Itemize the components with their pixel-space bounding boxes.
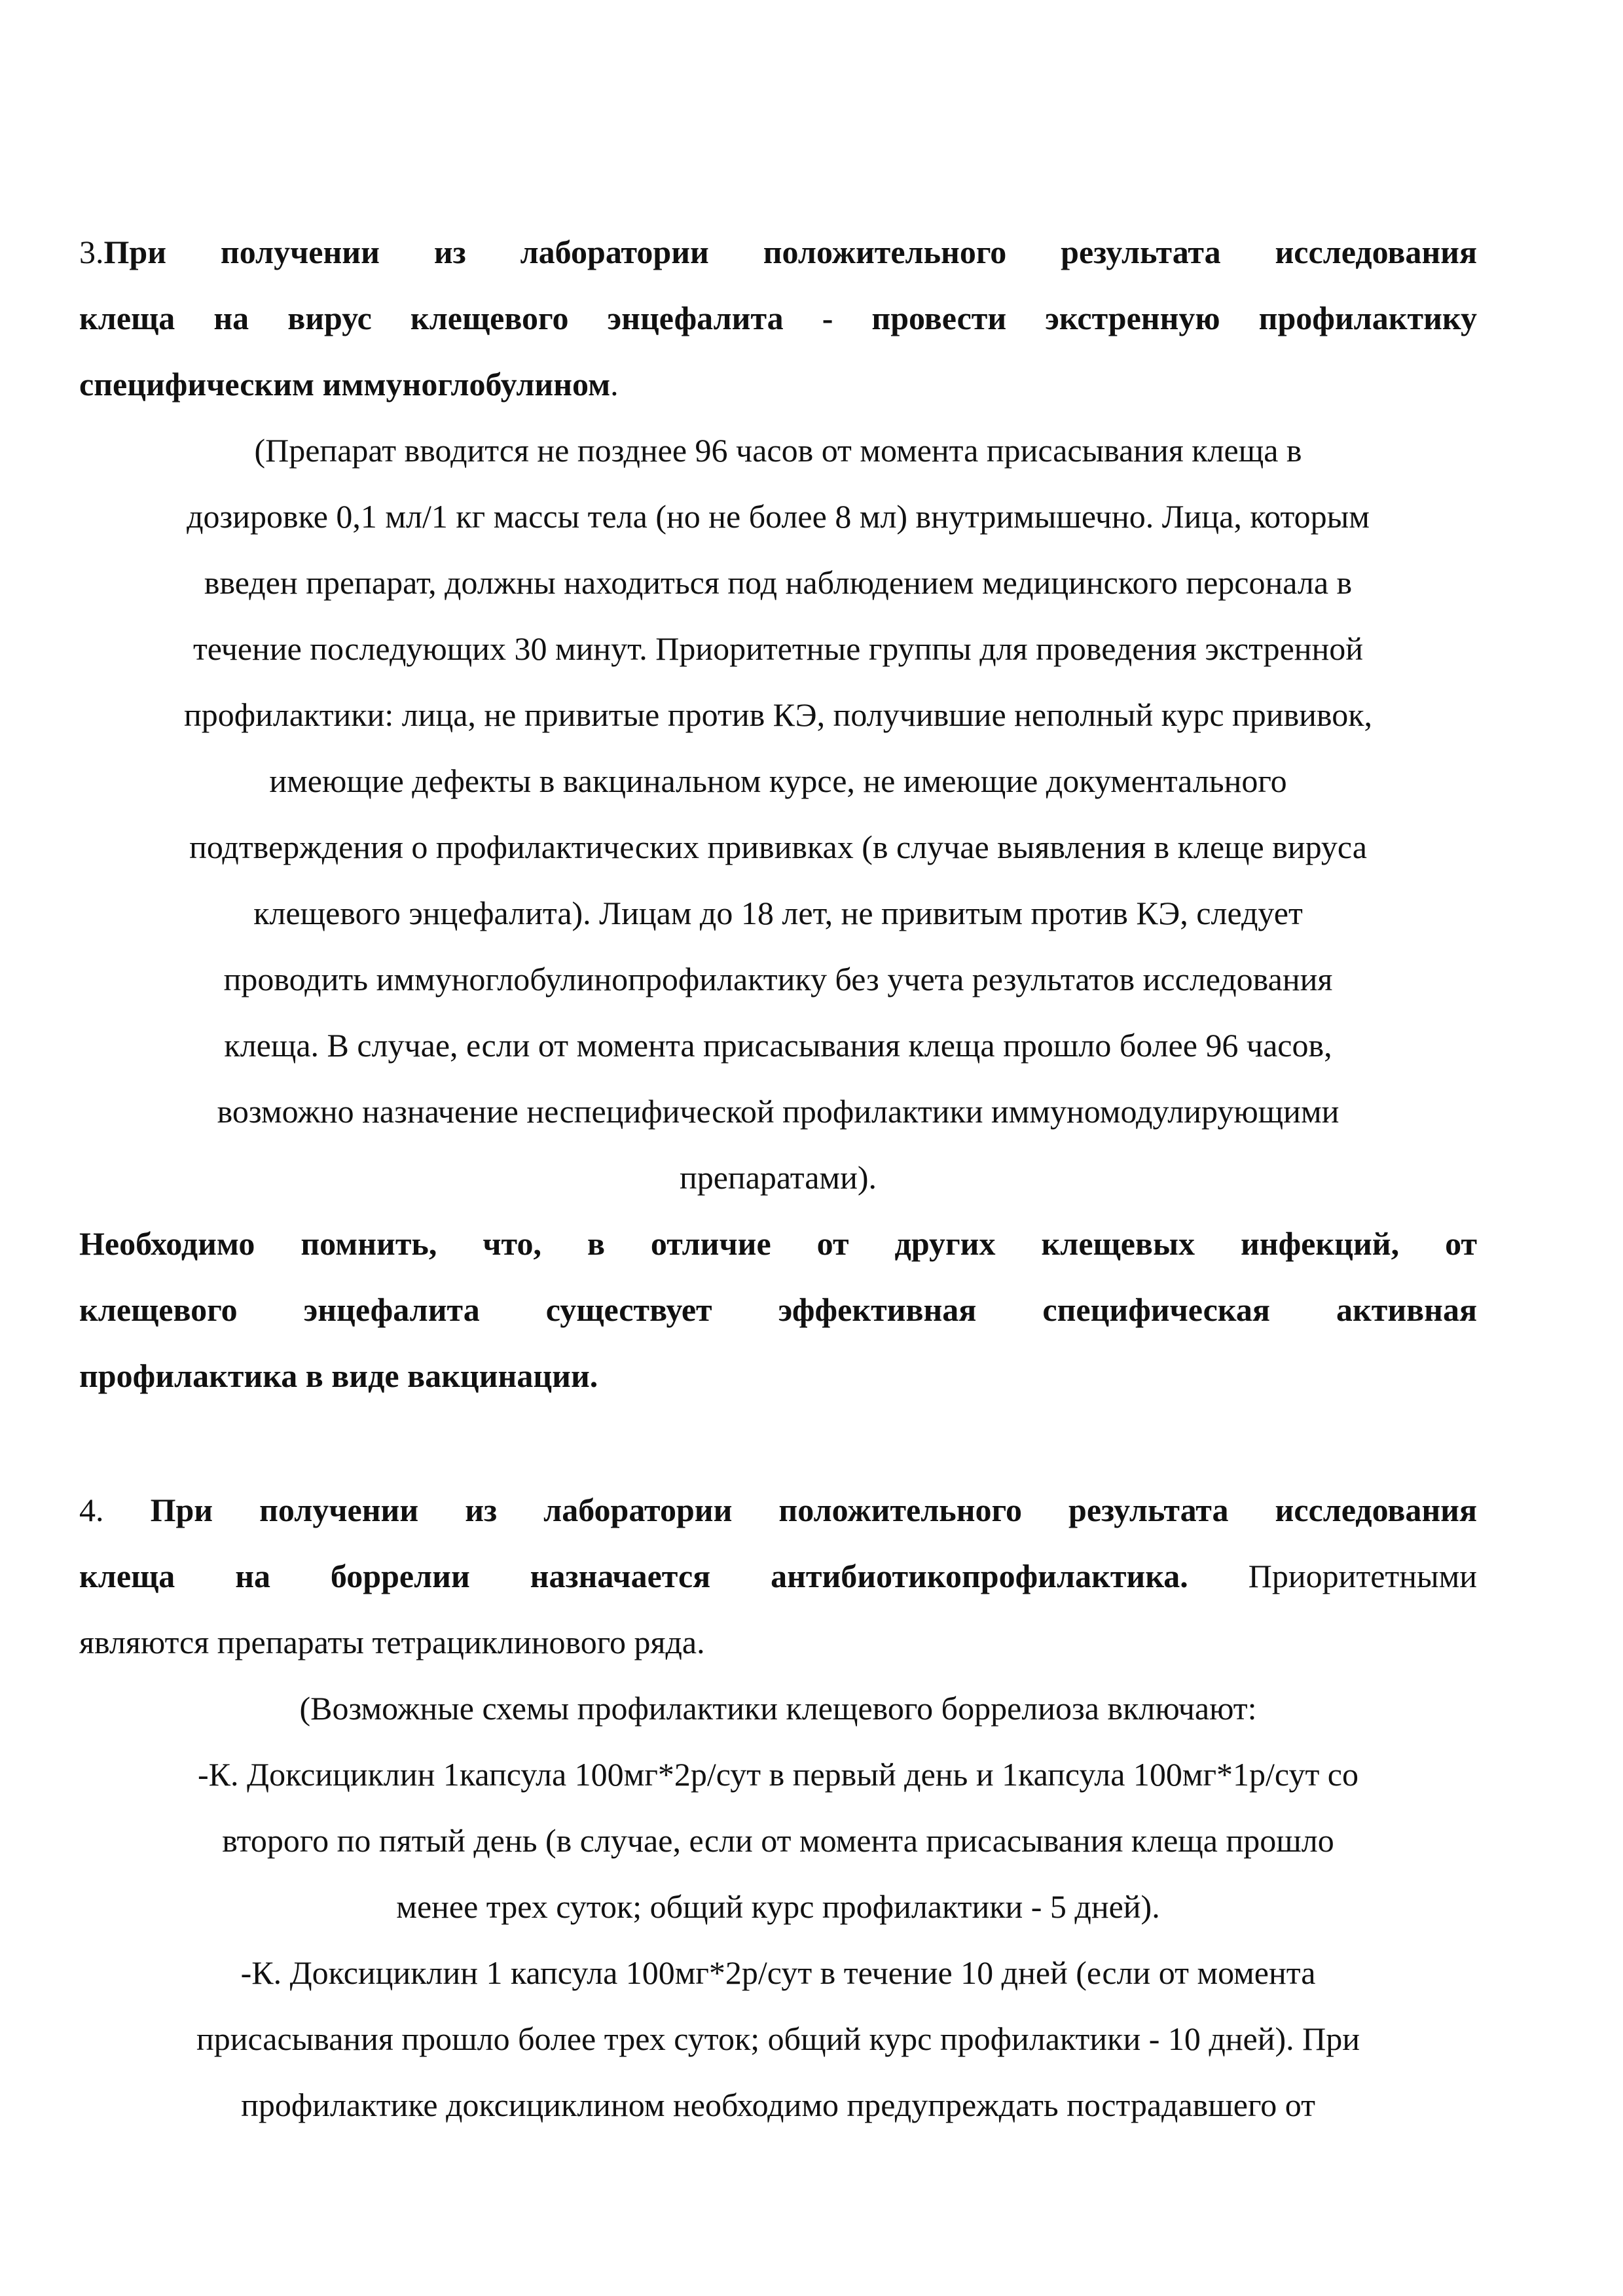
section4-heading-line-2	[79, 1543, 1477, 1609]
section4-scheme-line: второго по пятый день (в случае, если от момента присасывания клеща прошло	[222, 1822, 1334, 1859]
section3-heading-text-3: специфическим иммуноглобулином	[79, 366, 611, 403]
document-page	[79, 219, 1477, 2138]
section4-scheme-line: профилактике доксициклином необходимо предупреждать пострадавшего от	[241, 2087, 1315, 2123]
section4-number: 4.	[79, 1492, 104, 1528]
section3-note-line: течение последующих 30 минут. Приоритетные группы для проведения экстренной	[192, 630, 1364, 667]
section4-heading-tail: Приоритетными	[1248, 1558, 1477, 1594]
section3-note-line: введен препарат, должны находиться под наблюдением медицинского персонала в	[204, 564, 1353, 601]
section4-body-line: являются препараты тетрациклинового ряда.	[79, 1624, 705, 1660]
section3-heading-line-1	[79, 219, 1477, 285]
section3-heading-line-2: клеща на вирус клещевого энцефалита - провести экстренную профилактику	[79, 300, 1477, 336]
section4-heading-text-1: При получении из лаборатории положительного результата исследования	[150, 1492, 1478, 1528]
section3-note-line: дозировке 0,1 мл/1 кг массы тела (но не более 8 мл) внутримышечно. Лица, которым	[187, 498, 1370, 535]
section3-heading-text-1: При получении из лаборатории положительного результата исследования	[103, 234, 1477, 270]
section4-scheme-line: -К. Доксициклин 1капсула 100мг*2р/сут в первый день и 1капсула 100мг*1р/сут со	[198, 1756, 1359, 1793]
section3-note-line: клещевого энцефалита). Лицам до 18 лет, не привитым против КЭ, следует	[253, 895, 1303, 931]
paragraph-gap	[79, 1409, 1477, 1477]
section3-number: 3.	[79, 234, 104, 270]
section3-reminder-line: клещевого энцефалита существует эффективная специфическая активная	[79, 1291, 1477, 1328]
section4-scheme-line: менее трех суток; общий курс профилактики - 5 дней).	[396, 1888, 1160, 1925]
section3-note-line: имеющие дефекты в вакцинальном курсе, не имеющие документального	[269, 762, 1287, 799]
section4-scheme-line: (Возможные схемы профилактики клещевого боррелиоза включают:	[299, 1690, 1257, 1727]
section3-note-line: подтверждения о профилактических прививках (в случае выявления в клеще вируса	[189, 829, 1367, 865]
section3-heading-end: .	[610, 366, 619, 403]
section3-note-line: возможно назначение неспецифической профилактики иммуномодулирующими	[217, 1093, 1340, 1130]
section4-heading-line-1	[79, 1477, 1477, 1543]
section4-heading-text-2: клеща на боррелии назначается антибиотикопрофилактика.	[79, 1558, 1188, 1594]
section3-note-line: (Препарат вводится не позднее 96 часов от момента присасывания клеща в	[254, 432, 1302, 469]
section3-note-line: профилактики: лица, не привитые против КЭ, получившие неполный курс прививок,	[184, 696, 1372, 733]
section3-note-line: препаратами).	[679, 1159, 877, 1196]
section3-note-line: клеща. В случае, если от момента присасывания клеща прошло более 96 часов,	[224, 1027, 1332, 1064]
section4-scheme-line: -К. Доксициклин 1 капсула 100мг*2р/сут в течение 10 дней (если от момента	[240, 1954, 1316, 1991]
section3-reminder-line: Необходимо помнить, что, в отличие от других клещевых инфекций, от	[79, 1225, 1477, 1262]
section3-reminder-line: профилактика в виде вакцинации.	[79, 1357, 598, 1394]
section3-note-line: проводить иммуноглобулинопрофилактику без учета результатов исследования	[223, 961, 1333, 997]
section3-heading-line-3	[79, 351, 1477, 418]
section4-scheme-line: присасывания прошло более трех суток; общий курс профилактики - 10 дней). При	[196, 2020, 1360, 2057]
